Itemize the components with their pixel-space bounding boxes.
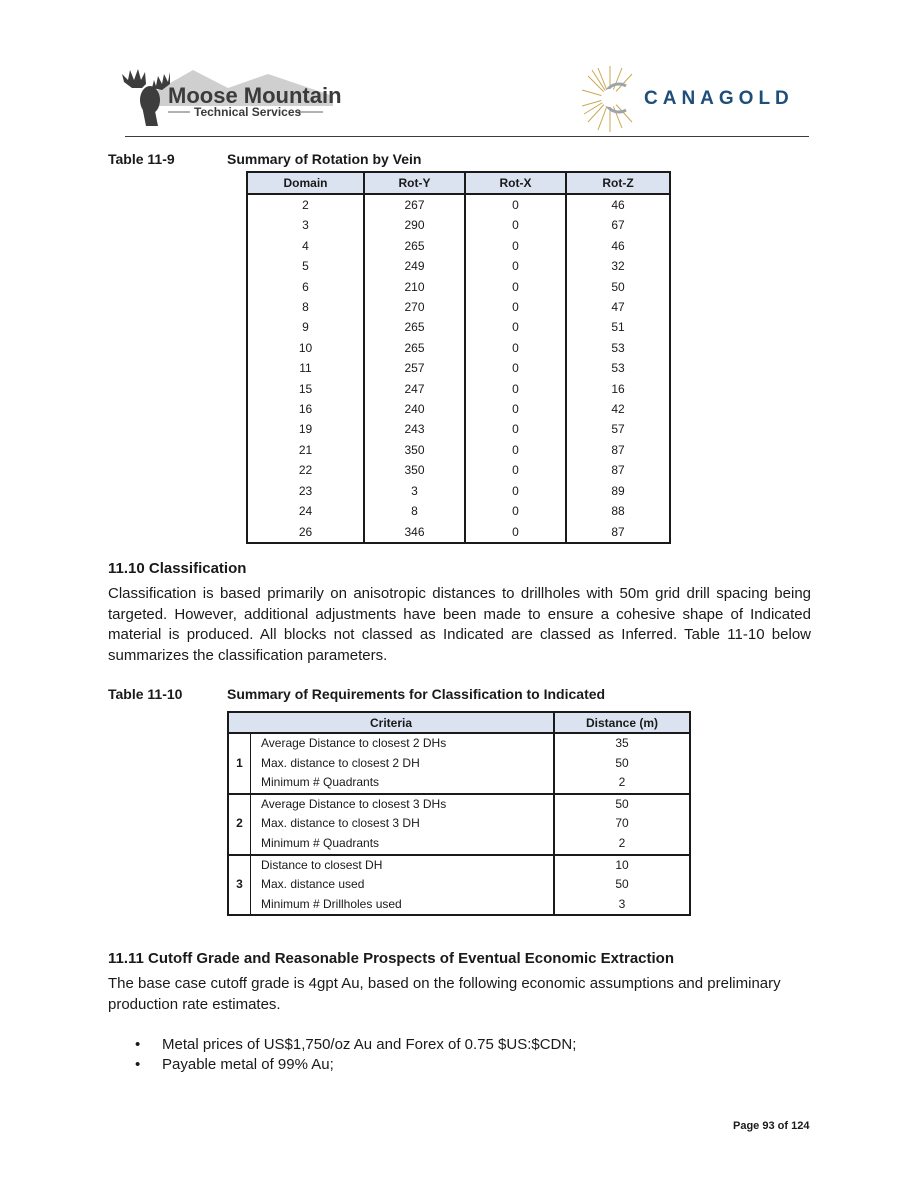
table-cell: 87 (566, 522, 670, 543)
table-row (228, 895, 690, 916)
group-index: 3 (228, 855, 251, 916)
table-body (228, 733, 690, 915)
logo-line-1: Moose Mountain (168, 83, 342, 108)
table-cell: 0 (465, 277, 566, 297)
distance-cell: 50 (554, 754, 690, 774)
table-cell: 0 (465, 215, 566, 235)
table-cell: 53 (566, 358, 670, 378)
classification-table (227, 711, 691, 916)
table-title: Summary of Requirements for Classification to Indicated (227, 686, 606, 702)
table-row (247, 194, 670, 215)
table-cell: 240 (364, 399, 465, 419)
distance-cell: 2 (554, 834, 690, 855)
distance-cell: 50 (554, 875, 690, 895)
table-header-row (228, 712, 690, 733)
bullet-text: Payable metal of 99% Au; (162, 1056, 334, 1073)
table-cell: 0 (465, 236, 566, 256)
criteria-cell: Minimum # Quadrants (251, 773, 555, 794)
section-paragraph: The base case cutoff grade is 4gpt Au, based on the following economic assumptions and preliminary production rate estimates. (108, 975, 781, 1013)
table-cell: 87 (566, 460, 670, 480)
group-index: 2 (228, 794, 251, 855)
table-cell: 0 (465, 501, 566, 521)
table-cell: 23 (247, 481, 364, 501)
table-cell: 270 (364, 297, 465, 317)
table-title: Summary of Rotation by Vein (227, 151, 422, 167)
table-row (247, 338, 670, 358)
table-header-row (247, 172, 670, 194)
table-cell: 16 (247, 399, 364, 419)
table-cell: 350 (364, 460, 465, 480)
table-cell: 249 (364, 256, 465, 276)
table-row (247, 419, 670, 439)
table-row (247, 460, 670, 480)
table-cell: 46 (566, 236, 670, 256)
table-row (247, 297, 670, 317)
section-heading: 11.11 Cutoff Grade and Reasonable Prospects of Eventual Economic Extraction (108, 950, 674, 967)
table-cell: 46 (566, 194, 670, 215)
table-cell: 265 (364, 236, 465, 256)
table-row (247, 358, 670, 378)
table-cell: 265 (364, 317, 465, 337)
table-cell: 50 (566, 277, 670, 297)
column-header: Rot-Y (364, 172, 465, 194)
table-cell: 24 (247, 501, 364, 521)
table-number: Table 11-9 (108, 151, 175, 167)
table-row (247, 317, 670, 337)
table-cell: 350 (364, 440, 465, 460)
table-cell: 8 (364, 501, 465, 521)
table-cell: 11 (247, 358, 364, 378)
criteria-cell: Average Distance to closest 2 DHs (251, 733, 555, 754)
distance-cell: 70 (554, 814, 690, 834)
table-cell: 21 (247, 440, 364, 460)
table-number: Table 11-10 (108, 686, 183, 702)
table-row (228, 754, 690, 774)
table-row (247, 481, 670, 501)
table-row (247, 399, 670, 419)
bullet-item (135, 1056, 735, 1076)
criteria-cell: Average Distance to closest 3 DHs (251, 794, 555, 815)
table-cell: 8 (247, 297, 364, 317)
column-header: Rot-Z (566, 172, 670, 194)
distance-cell: 35 (554, 733, 690, 754)
table-cell: 16 (566, 379, 670, 399)
table-row (228, 814, 690, 834)
column-header: Domain (247, 172, 364, 194)
table-cell: 0 (465, 317, 566, 337)
canagold-logo (582, 64, 812, 134)
table-row (228, 733, 690, 754)
table-body (247, 194, 670, 543)
table-cell: 0 (465, 460, 566, 480)
table-cell: 89 (566, 481, 670, 501)
table-cell: 2 (247, 194, 364, 215)
table-row (247, 215, 670, 235)
table-cell: 6 (247, 277, 364, 297)
section-heading: 11.10 Classification (108, 560, 247, 577)
criteria-cell: Distance to closest DH (251, 855, 555, 876)
table-cell: 0 (465, 399, 566, 419)
table-cell: 87 (566, 440, 670, 460)
rotation-table (246, 171, 671, 544)
distance-cell: 3 (554, 895, 690, 916)
criteria-cell: Max. distance to closest 3 DH (251, 814, 555, 834)
table-cell: 57 (566, 419, 670, 439)
table-cell: 26 (247, 522, 364, 543)
bullet-item (135, 1036, 735, 1056)
table-cell: 0 (465, 440, 566, 460)
table-row (247, 256, 670, 276)
table-row (228, 773, 690, 794)
table-cell: 243 (364, 419, 465, 439)
table-row (228, 794, 690, 815)
table-cell: 257 (364, 358, 465, 378)
table-row (228, 875, 690, 895)
table-cell: 0 (465, 481, 566, 501)
table-cell: 67 (566, 215, 670, 235)
distance-cell: 2 (554, 773, 690, 794)
section-paragraph: Classification is based primarily on anisotropic distances to drillholes with 50m grid drill spacing being targeted. However, additional adjustments have been made to ensure a cohesive shape of Indicated material is produced. All blocks not classed as Indicated are classed as Inferred. Table 11-10 below summarizes the classification parameters. (108, 585, 811, 664)
bullet-icon: • (135, 1036, 141, 1053)
table-row (247, 277, 670, 297)
table-cell: 265 (364, 338, 465, 358)
table-11-9-caption (108, 151, 608, 169)
column-header: Rot-X (465, 172, 566, 194)
table-cell: 19 (247, 419, 364, 439)
moose-mountain-logo (118, 66, 348, 128)
bullet-text: Metal prices of US$1,750/oz Au and Forex of 0.75 $US:$CDN; (162, 1036, 577, 1053)
table-cell: 47 (566, 297, 670, 317)
table-cell: 0 (465, 338, 566, 358)
table-cell: 22 (247, 460, 364, 480)
table-cell: 0 (465, 419, 566, 439)
table-cell: 0 (465, 379, 566, 399)
table-cell: 88 (566, 501, 670, 521)
canagold-sunburst-icon (582, 64, 812, 134)
table-cell: 210 (364, 277, 465, 297)
distance-cell: 10 (554, 855, 690, 876)
table-cell: 32 (566, 256, 670, 276)
table-row (247, 440, 670, 460)
criteria-cell: Minimum # Quadrants (251, 834, 555, 855)
table-cell: 0 (465, 256, 566, 276)
table-cell: 267 (364, 194, 465, 215)
table-row (247, 501, 670, 521)
table-cell: 42 (566, 399, 670, 419)
table-cell: 51 (566, 317, 670, 337)
logo-line-2: Technical Services (194, 105, 302, 119)
table-cell: 346 (364, 522, 465, 543)
moose-logo-graphic (118, 66, 348, 128)
table-cell: 0 (465, 194, 566, 215)
canagold-wordmark: CANAGOLD (644, 88, 794, 109)
column-header: Distance (m) (554, 712, 690, 733)
table-row (228, 855, 690, 876)
table-row (228, 834, 690, 855)
table-cell: 5 (247, 256, 364, 276)
table-cell: 9 (247, 317, 364, 337)
table-cell: 53 (566, 338, 670, 358)
table-cell: 0 (465, 522, 566, 543)
table-cell: 4 (247, 236, 364, 256)
table-cell: 247 (364, 379, 465, 399)
table-11-10-caption (108, 686, 708, 704)
table-cell: 10 (247, 338, 364, 358)
table-cell: 0 (465, 358, 566, 378)
criteria-cell: Max. distance used (251, 875, 555, 895)
table-cell: 15 (247, 379, 364, 399)
header-divider (125, 136, 809, 137)
table-row (247, 236, 670, 256)
table-row (247, 379, 670, 399)
table-cell: 3 (247, 215, 364, 235)
column-header: Criteria (228, 712, 554, 733)
table-cell: 290 (364, 215, 465, 235)
criteria-cell: Minimum # Drillholes used (251, 895, 555, 916)
table-cell: 0 (465, 297, 566, 317)
table-row (247, 522, 670, 543)
page-number: Page 93 of 124 (733, 1120, 810, 1132)
bullet-icon: • (135, 1056, 141, 1073)
criteria-cell: Max. distance to closest 2 DH (251, 754, 555, 774)
group-index: 1 (228, 733, 251, 794)
table-cell: 3 (364, 481, 465, 501)
distance-cell: 50 (554, 794, 690, 815)
